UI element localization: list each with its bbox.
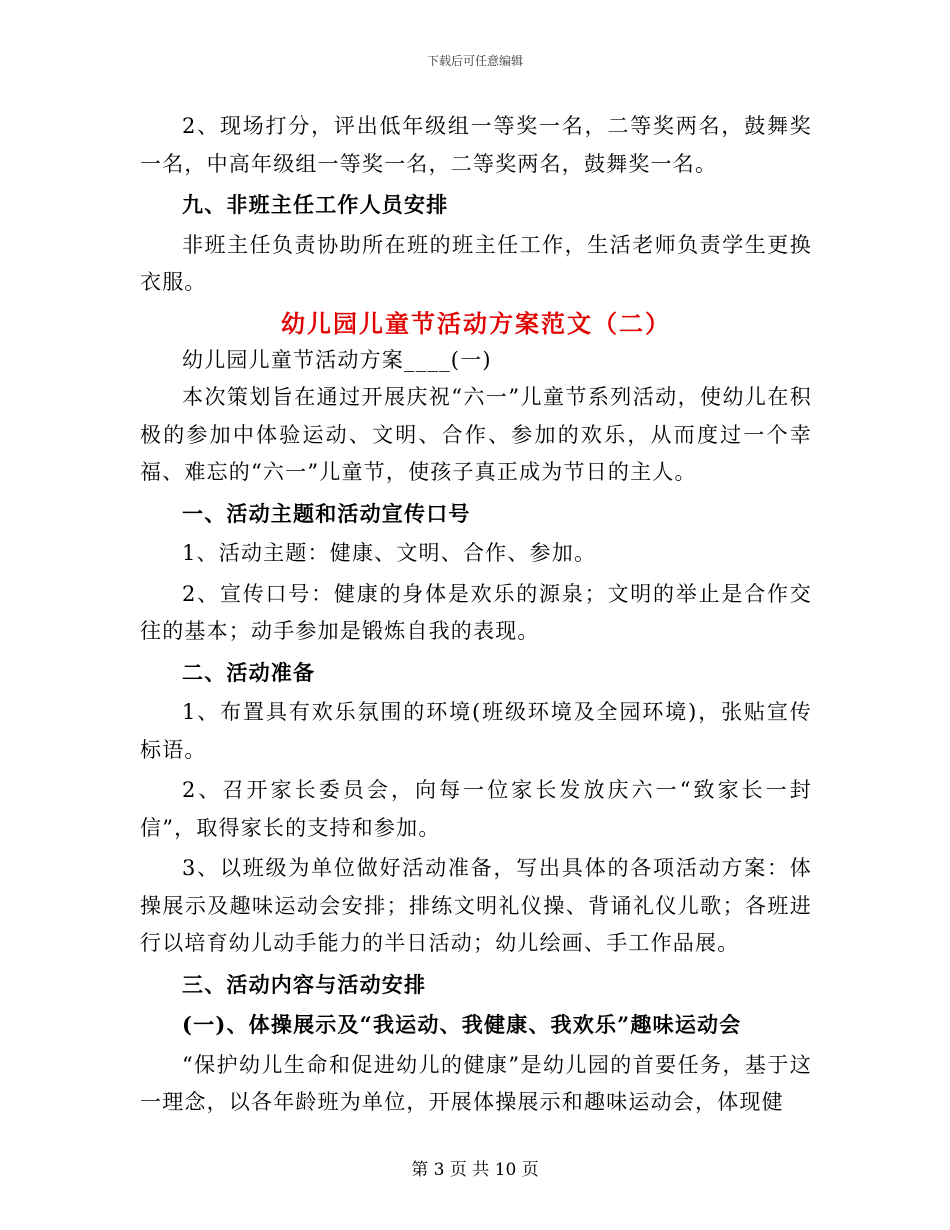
page-number: 第 3 页 共 10 页 [411, 1160, 539, 1180]
paragraph-plan-subtitle: 幼儿园儿童节活动方案____(一) [182, 347, 492, 372]
paragraph-slogan: 2、宣传口号：健康的身体是欢乐的源泉；文明的举止是合作交往的基本；动手参加是锻炼自我的表现。 [140, 581, 812, 643]
paragraph-prep-environment: 1、布置具有欢乐氛围的环境(班级环境及全园环境)，张贴宣传标语。 [140, 700, 812, 762]
paragraph-award-scoring: 2、现场打分，评出低年级组一等奖一名，二等奖两名，鼓舞奖一名，中高年级组一等奖一名，二等奖两名，鼓舞奖一名。 [140, 114, 812, 176]
document-title: 幼儿园儿童节活动方案范文（二） [281, 308, 671, 338]
paragraph-prep-parents: 2、召开家长委员会，向每一位家长发放庆六一“致家长一封信”，取得家长的支持和参加。 [140, 778, 812, 840]
document-body [140, 108, 812, 1122]
section-heading-nine: 九、非班主任工作人员安排 [182, 192, 449, 217]
header-note: 下载后可任意编辑 [426, 54, 523, 68]
section-heading-two: 二、活动准备 [182, 659, 316, 685]
section-heading-three: 三、活动内容与活动安排 [182, 971, 427, 997]
paragraph-health-mission: “保护幼儿生命和促进幼儿的健康”是幼儿园的首要任务，基于这一理念，以各年龄班为单位，开展体操展示和趣味运动会，体现健 [140, 1052, 812, 1114]
paragraph-purpose: 本次策划旨在通过开展庆祝“六一”儿童节系列活动，使幼儿在积极的参加中体验运动、文明、合作、参加的欢乐，从而度过一个幸福、难忘的“六一”儿童节，使孩子真正成为节日的主人。 [140, 385, 812, 484]
section-heading-one: 一、活动主题和活动宣传口号 [182, 500, 471, 526]
subsection-heading-sports: (一)、体操展示及“我运动、我健康、我欢乐”趣味运动会 [182, 1012, 742, 1037]
paragraph-theme: 1、活动主题：健康、文明、合作、参加。 [182, 541, 597, 565]
paragraph-non-class-staff: 非班主任负责协助所在班的班主任工作，生活老师负责学生更换衣服。 [140, 232, 812, 294]
paragraph-prep-class: 3、以班级为单位做好活动准备，写出具体的各项活动方案：体操展示及趣味运动会安排；排练文明礼仪操、背诵礼仪儿歌；各班进行以培育幼儿动手能力的半日活动；幼儿绘画、手工作品展。 [140, 856, 812, 955]
